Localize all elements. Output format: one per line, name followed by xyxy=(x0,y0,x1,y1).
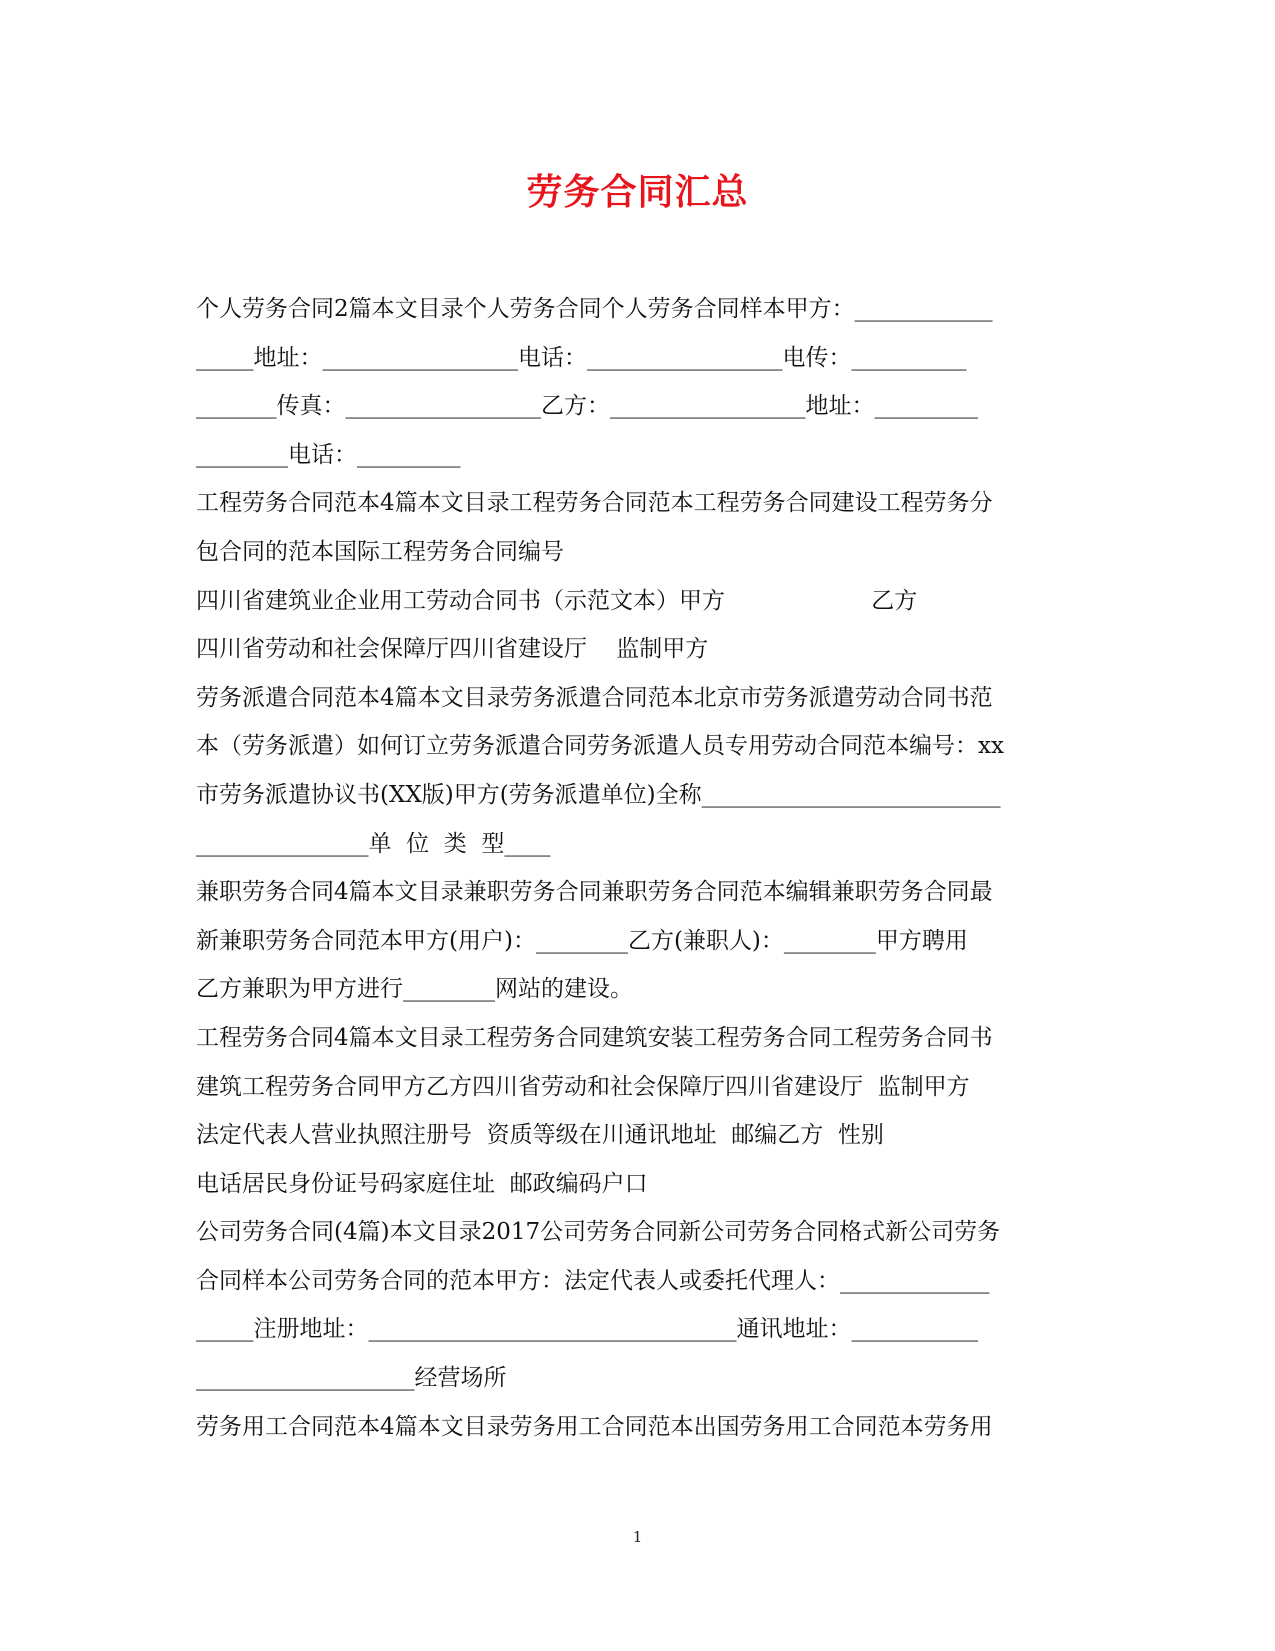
body-line: 劳务派遣合同范本4篇本文目录劳务派遣合同范本北京市劳务派遣劳动合同书范 xyxy=(196,684,993,711)
body-line: ________电话：_________ xyxy=(196,441,461,468)
body-line: 公司劳务合同(4篇)本文目录2017公司劳务合同新公司劳务合同格式新公司劳务 xyxy=(196,1219,1001,1246)
page-number: 1 xyxy=(632,1528,643,1546)
body-line: 乙方兼职为甲方进行________网站的建设。 xyxy=(196,976,633,1003)
body-line: 工程劳务合同范本4篇本文目录工程劳务合同范本工程劳务合同建设工程劳务分 xyxy=(196,490,993,517)
body-line: 本（劳务派遣）如何订立劳务派遣合同劳务派遣人员专用劳动合同范本编号：xx xyxy=(196,733,1004,760)
body-line: _____注册地址：________________________________通讯地址：___________ xyxy=(196,1316,978,1343)
body-line: 市劳务派遣协议书(XX版)甲方(劳务派遣单位)全称__________________________ xyxy=(196,781,1001,808)
body-line: 法定代表人营业执照注册号 资质等级在川通讯地址 邮编乙方 性别 xyxy=(196,1122,884,1149)
body-line: 四川省建筑业企业用工劳动合同书（示范文本）甲方 乙方 xyxy=(196,587,918,614)
body-line: 四川省劳动和社会保障厅四川省建设厅 监制甲方 xyxy=(196,636,709,663)
body-line: _______________单 位 类 型____ xyxy=(196,830,551,857)
document-body xyxy=(196,285,1070,1451)
body-line: _______传真：_________________乙方：_________________地址：_________ xyxy=(196,393,978,420)
body-line: _____地址：_________________电话：_________________电传：__________ xyxy=(196,344,967,371)
body-line: 合同样本公司劳务合同的范本甲方：法定代表人或委托代理人：_____________ xyxy=(196,1267,990,1294)
body-line: 兼职劳务合同4篇本文目录兼职劳务合同兼职劳务合同范本编辑兼职劳务合同最 xyxy=(196,879,993,906)
body-line: 包合同的范本国际工程劳务合同编号 xyxy=(196,538,564,565)
body-line: 工程劳务合同4篇本文目录工程劳务合同建筑安装工程劳务合同工程劳务合同书 xyxy=(196,1024,993,1051)
body-line: 新兼职劳务合同范本甲方(用户)：________乙方(兼职人)：________甲方聘用 xyxy=(196,927,968,954)
body-line: 劳务用工合同范本4篇本文目录劳务用工合同范本出国劳务用工合同范本劳务用 xyxy=(196,1413,993,1440)
body-line: 电话居民身份证号码家庭住址 邮政编码户口 xyxy=(196,1170,648,1197)
body-line: 个人劳务合同2篇本文目录个人劳务合同个人劳务合同样本甲方：____________ xyxy=(196,296,993,322)
body-line: ___________________经营场所 xyxy=(196,1365,507,1392)
body-line: 建筑工程劳务合同甲方乙方四川省劳动和社会保障厅四川省建设厅 监制甲方 xyxy=(196,1073,970,1100)
document-title: 劳务合同汇总 xyxy=(526,171,749,213)
